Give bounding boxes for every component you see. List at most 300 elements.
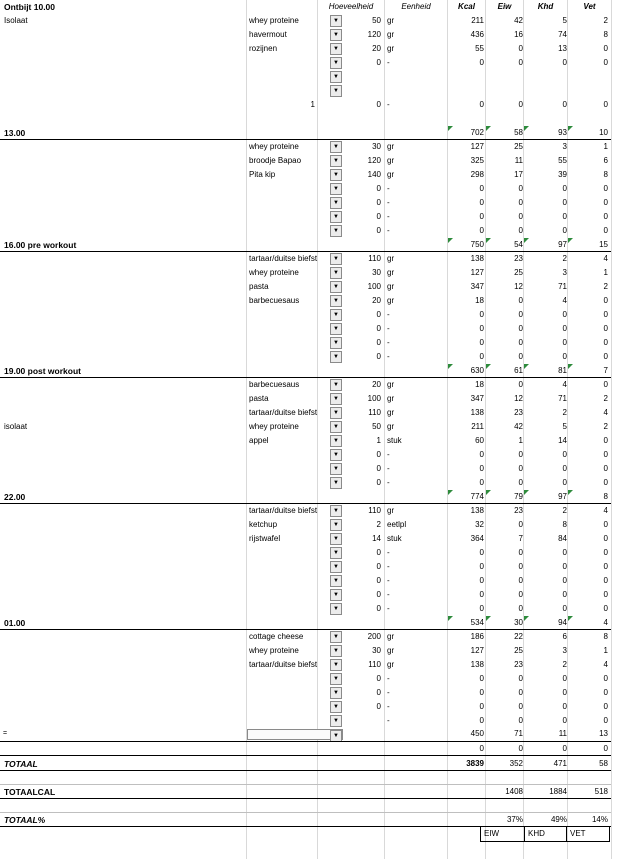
khd-value: 71 xyxy=(558,282,567,291)
dropdown-arrow-icon[interactable]: ▼ xyxy=(330,561,342,573)
eiw-value: 0 xyxy=(518,464,523,473)
dropdown-arrow-icon[interactable]: ▼ xyxy=(330,589,342,601)
food-name xyxy=(249,322,329,336)
comment-indicator-icon xyxy=(486,238,491,243)
zero-row xyxy=(0,742,613,756)
dropdown-arrow-icon[interactable]: ▼ xyxy=(330,659,342,671)
eiw-value: 0 xyxy=(518,478,523,487)
khd-value: 0 xyxy=(562,310,567,319)
dropdown-arrow-icon[interactable]: ▼ xyxy=(330,29,342,41)
vet-value: 0 xyxy=(603,604,608,613)
kcal-value: 18 xyxy=(475,296,484,305)
dropdown-arrow-icon[interactable]: ▼ xyxy=(330,730,342,742)
food-row xyxy=(0,406,613,420)
food-select[interactable] xyxy=(247,729,343,740)
dropdown-arrow-icon[interactable]: ▼ xyxy=(330,211,342,223)
eiw-value: 22 xyxy=(514,632,523,641)
totaalpct-row xyxy=(0,813,613,827)
dropdown-arrow-icon[interactable]: ▼ xyxy=(330,519,342,531)
quantity-value: 120 xyxy=(367,156,381,165)
food-row xyxy=(0,280,613,294)
comment-indicator-icon xyxy=(486,364,491,369)
kcal-value: 325 xyxy=(470,156,484,165)
khd-value: 71 xyxy=(558,394,567,403)
kcal-total: 630 xyxy=(470,366,484,375)
kcal-value: 0 xyxy=(479,478,484,487)
kcal-value: 0 xyxy=(479,212,484,221)
unit-value: - xyxy=(387,100,390,109)
totaalcal-row xyxy=(0,785,613,799)
food-row xyxy=(0,700,613,714)
food-name: cottage cheese xyxy=(249,632,304,641)
unit-value: - xyxy=(387,590,390,599)
khd-value: 2 xyxy=(562,660,567,669)
quantity-value: 30 xyxy=(372,268,381,277)
totaalpct-label: TOTAAL% xyxy=(4,815,46,825)
food-row xyxy=(0,350,613,364)
vet-value: 8 xyxy=(603,170,608,179)
unit-value: - xyxy=(387,338,390,347)
kcal-value: 347 xyxy=(470,282,484,291)
eiw-value: 0 xyxy=(518,450,523,459)
row-label: Isolaat xyxy=(4,16,28,25)
khd-value: 4 xyxy=(562,380,567,389)
dropdown-arrow-icon[interactable]: ▼ xyxy=(330,477,342,489)
food-name xyxy=(249,210,329,224)
eiw-total: 54 xyxy=(514,240,523,249)
khd-total: 97 xyxy=(558,492,567,501)
food-name xyxy=(249,336,329,350)
unit-value: gr xyxy=(387,30,395,39)
food-name xyxy=(249,224,329,238)
dropdown-arrow-icon[interactable]: ▼ xyxy=(330,141,342,153)
unit-value: stuk xyxy=(387,534,402,543)
quantity-value: 0 xyxy=(376,604,381,613)
food-name xyxy=(249,686,329,700)
eiw-value: 0 xyxy=(518,744,523,753)
eiw-value: 0 xyxy=(518,352,523,361)
kcal-value: 211 xyxy=(471,422,484,431)
quantity-value: 110 xyxy=(368,408,381,417)
kcal-value xyxy=(448,84,484,98)
food-row xyxy=(0,182,613,196)
dropdown-arrow-icon[interactable]: ▼ xyxy=(330,351,342,363)
food-row xyxy=(0,448,613,462)
eiw-value: 42 xyxy=(514,16,523,25)
eiw-value xyxy=(486,70,523,84)
kcal-value: 364 xyxy=(470,534,484,543)
khd-total: 81 xyxy=(558,366,567,375)
khd-value: 0 xyxy=(562,478,567,487)
legend-khd: KHD xyxy=(525,826,567,842)
vet-value: 0 xyxy=(603,688,608,697)
khd-value: 0 xyxy=(562,352,567,361)
totaalpct-khd: 49% xyxy=(550,815,567,824)
food-name: 1 xyxy=(310,100,315,109)
food-row xyxy=(0,378,613,392)
header-qty: Hoeveelheid xyxy=(328,2,374,11)
khd-total: 97 xyxy=(558,240,567,249)
legend-eiw: EIW xyxy=(480,826,525,842)
quantity-value: 120 xyxy=(367,30,381,39)
eiw-value: 16 xyxy=(514,30,523,39)
khd-value: 0 xyxy=(562,702,567,711)
dropdown-arrow-icon[interactable]: ▼ xyxy=(330,197,342,209)
food-name: whey proteine xyxy=(249,646,299,655)
vet-value: 13 xyxy=(599,729,608,738)
vet-value: 0 xyxy=(603,436,608,445)
vet-total: 10 xyxy=(599,128,608,137)
vet-value: 0 xyxy=(603,674,608,683)
kcal-value: 0 xyxy=(479,310,484,319)
food-name: whey proteine xyxy=(249,16,299,25)
eiw-value: 0 xyxy=(518,604,523,613)
eiw-value xyxy=(486,84,523,98)
food-row xyxy=(0,420,613,434)
food-name xyxy=(249,70,329,84)
comment-indicator-icon xyxy=(486,126,491,131)
khd-value: 0 xyxy=(562,590,567,599)
eiw-value: 71 xyxy=(514,729,523,738)
food-name: broodje Bapao xyxy=(249,156,302,165)
header-vet: Vet xyxy=(583,2,596,11)
khd-value: 55 xyxy=(558,156,567,165)
section-title-row xyxy=(0,364,613,378)
eiw-value: 12 xyxy=(514,394,523,403)
vet-value: 0 xyxy=(603,576,608,585)
unit-value: gr xyxy=(387,506,395,515)
kcal-value: 0 xyxy=(479,352,484,361)
unit-value: gr xyxy=(387,44,395,53)
khd-value: 5 xyxy=(562,16,567,25)
section-title-row xyxy=(0,126,613,140)
dropdown-arrow-icon[interactable]: ▼ xyxy=(330,169,342,181)
food-row xyxy=(0,28,613,42)
food-row xyxy=(0,42,613,56)
vet-value: 4 xyxy=(603,660,608,669)
dropdown-arrow-icon[interactable]: ▼ xyxy=(330,547,342,559)
totaal-row xyxy=(0,757,613,771)
dropdown-arrow-icon[interactable]: ▼ xyxy=(330,533,342,545)
eiw-value: 0 xyxy=(518,520,523,529)
khd-value: 0 xyxy=(562,184,567,193)
dropdown-arrow-icon[interactable]: ▼ xyxy=(330,253,342,265)
totaalcal-eiw: 1408 xyxy=(505,787,523,796)
quantity-value: 0 xyxy=(376,478,381,487)
vet-value: 4 xyxy=(603,506,608,515)
comment-indicator-icon xyxy=(448,616,453,621)
vet-value: 0 xyxy=(603,744,608,753)
food-name: tartaar/duitse biefst xyxy=(249,506,318,515)
vet-value: 0 xyxy=(603,100,608,109)
eiw-value: 23 xyxy=(514,660,523,669)
kcal-value: 0 xyxy=(479,576,484,585)
dropdown-arrow-icon[interactable]: ▼ xyxy=(330,309,342,321)
unit-value: - xyxy=(387,702,390,711)
dropdown-arrow-icon[interactable]: ▼ xyxy=(330,393,342,405)
unit-value: gr xyxy=(387,408,395,417)
unit-value: gr xyxy=(387,632,395,641)
khd-value: 0 xyxy=(562,688,567,697)
unit-value: gr xyxy=(387,646,395,655)
food-name: tartaar/duitse biefst xyxy=(249,254,318,263)
unit-value: gr xyxy=(387,380,395,389)
food-name xyxy=(249,448,329,462)
unit-value: gr xyxy=(387,268,395,277)
quantity-value xyxy=(342,70,381,84)
vet-value: 4 xyxy=(603,254,608,263)
dropdown-arrow-icon[interactable]: ▼ xyxy=(330,435,342,447)
row-separator xyxy=(0,770,611,771)
quantity-value: 0 xyxy=(376,674,381,683)
food-name xyxy=(249,84,329,98)
kcal-value xyxy=(448,70,484,84)
vet-total: 15 xyxy=(599,240,608,249)
food-name xyxy=(249,308,329,322)
small-marker: = xyxy=(3,730,8,737)
kcal-value: 138 xyxy=(470,506,484,515)
dropdown-arrow-icon[interactable]: ▼ xyxy=(330,225,342,237)
khd-value: 3 xyxy=(562,268,567,277)
quantity-value: 1 xyxy=(376,436,381,445)
eiw-total: 79 xyxy=(514,492,523,501)
dropdown-arrow-icon[interactable]: ▼ xyxy=(330,645,342,657)
dropdown-arrow-icon[interactable]: ▼ xyxy=(330,505,342,517)
khd-value: 0 xyxy=(562,450,567,459)
quantity-value: 50 xyxy=(372,16,381,25)
quantity-value: 0 xyxy=(376,58,381,67)
food-name xyxy=(249,560,329,574)
eiw-value: 0 xyxy=(518,44,523,53)
quantity-value: 0 xyxy=(376,310,381,319)
quantity-value: 20 xyxy=(372,296,381,305)
food-row xyxy=(0,84,613,98)
kcal-value: 0 xyxy=(479,744,484,753)
quantity-value: 50 xyxy=(372,422,381,431)
totaal-khd: 471 xyxy=(553,759,567,768)
unit-value xyxy=(387,84,447,98)
vet-value xyxy=(568,84,608,98)
kcal-value: 60 xyxy=(475,436,484,445)
khd-value: 0 xyxy=(562,464,567,473)
kcal-total: 702 xyxy=(470,128,484,137)
food-row xyxy=(0,336,613,350)
eiw-value: 0 xyxy=(518,716,523,725)
comment-indicator-icon xyxy=(448,364,453,369)
dropdown-arrow-icon[interactable]: ▼ xyxy=(330,379,342,391)
eiw-value: 0 xyxy=(518,310,523,319)
food-name: havermout xyxy=(249,30,287,39)
quantity-value: 0 xyxy=(376,100,381,109)
khd-value: 0 xyxy=(562,338,567,347)
kcal-value: 0 xyxy=(479,688,484,697)
khd-value: 0 xyxy=(562,324,567,333)
food-row xyxy=(0,714,613,728)
vet-value: 0 xyxy=(603,702,608,711)
food-name: barbecuesaus xyxy=(249,296,300,305)
row-separator xyxy=(0,755,611,756)
kcal-value: 138 xyxy=(470,254,484,263)
dropdown-arrow-icon[interactable]: ▼ xyxy=(330,323,342,335)
eiw-value: 1 xyxy=(518,436,523,445)
unit-value: - xyxy=(387,212,390,221)
khd-value: 8 xyxy=(562,520,567,529)
unit-value: - xyxy=(387,576,390,585)
vet-value: 1 xyxy=(603,142,608,151)
section-title-row xyxy=(0,0,613,14)
dropdown-arrow-icon[interactable]: ▼ xyxy=(330,407,342,419)
dropdown-arrow-icon[interactable]: ▼ xyxy=(330,267,342,279)
food-row xyxy=(0,98,613,112)
eiw-total: 30 xyxy=(514,618,523,627)
eiw-value: 42 xyxy=(514,422,523,431)
section-title: Ontbijt 10.00 xyxy=(4,2,56,12)
dropdown-arrow-icon[interactable]: ▼ xyxy=(330,687,342,699)
comment-indicator-icon xyxy=(568,126,573,131)
eiw-value: 0 xyxy=(518,338,523,347)
kcal-value: 0 xyxy=(479,674,484,683)
kcal-value: 0 xyxy=(479,716,484,725)
dropdown-arrow-icon[interactable]: ▼ xyxy=(330,281,342,293)
totaal-label: TOTAAL xyxy=(4,759,38,769)
dropdown-arrow-icon[interactable]: ▼ xyxy=(330,575,342,587)
khd-value: 0 xyxy=(562,604,567,613)
unit-value: gr xyxy=(387,156,395,165)
food-row xyxy=(0,518,613,532)
vet-value: 0 xyxy=(603,590,608,599)
dropdown-arrow-icon[interactable]: ▼ xyxy=(330,701,342,713)
vet-value: 8 xyxy=(603,30,608,39)
food-row xyxy=(0,504,613,518)
totaalcal-khd: 1884 xyxy=(549,787,567,796)
eiw-value: 23 xyxy=(514,254,523,263)
eiw-value: 0 xyxy=(518,100,523,109)
vet-value: 0 xyxy=(603,226,608,235)
section-title-row xyxy=(0,490,613,504)
dropdown-arrow-icon[interactable]: ▼ xyxy=(330,463,342,475)
dropdown-arrow-icon[interactable]: ▼ xyxy=(330,631,342,643)
khd-value: 14 xyxy=(558,436,567,445)
food-row xyxy=(0,588,613,602)
dropdown-arrow-icon[interactable]: ▼ xyxy=(330,183,342,195)
totaal-eiw: 352 xyxy=(509,759,523,768)
last-totals-row xyxy=(0,727,613,741)
dropdown-arrow-icon[interactable]: ▼ xyxy=(330,155,342,167)
food-row xyxy=(0,546,613,560)
unit-value: - xyxy=(387,310,390,319)
vet-value: 0 xyxy=(603,464,608,473)
dropdown-arrow-icon[interactable]: ▼ xyxy=(330,603,342,615)
khd-value: 0 xyxy=(562,576,567,585)
food-row xyxy=(0,224,613,238)
khd-total: 93 xyxy=(558,128,567,137)
dropdown-arrow-icon[interactable]: ▼ xyxy=(330,43,342,55)
eiw-value: 11 xyxy=(514,156,523,165)
unit-value: - xyxy=(387,58,390,67)
quantity-value: 110 xyxy=(368,506,381,515)
totaalcal-label: TOTAALCAL xyxy=(4,787,56,797)
food-row xyxy=(0,308,613,322)
section-title: 19.00 post workout xyxy=(4,366,81,376)
vet-value: 0 xyxy=(603,58,608,67)
dropdown-arrow-icon[interactable]: ▼ xyxy=(330,57,342,69)
kcal-value: 127 xyxy=(470,646,484,655)
section-title: 16.00 pre workout xyxy=(4,240,77,250)
khd-value: 0 xyxy=(562,562,567,571)
kcal-value: 55 xyxy=(475,44,484,53)
vet-value: 0 xyxy=(603,562,608,571)
quantity-value: 100 xyxy=(367,394,381,403)
unit-value: - xyxy=(387,604,390,613)
totaalpct-eiw: 37% xyxy=(506,815,523,824)
dropdown-arrow-icon[interactable]: ▼ xyxy=(330,673,342,685)
eiw-value: 7 xyxy=(518,534,523,543)
comment-indicator-icon xyxy=(524,616,529,621)
kcal-value: 127 xyxy=(470,268,484,277)
dropdown-arrow-icon[interactable]: ▼ xyxy=(330,15,342,27)
food-name: pasta xyxy=(249,282,269,291)
dropdown-arrow-icon[interactable]: ▼ xyxy=(330,71,342,83)
food-name xyxy=(249,714,329,728)
khd-value: 0 xyxy=(562,212,567,221)
unit-value xyxy=(387,70,447,84)
khd-value xyxy=(523,84,567,98)
kcal-value: 0 xyxy=(479,464,484,473)
vet-total: 8 xyxy=(603,492,608,501)
header-kcal: Kcal xyxy=(458,2,475,11)
khd-value: 2 xyxy=(562,408,567,417)
quantity-value: 0 xyxy=(376,450,381,459)
comment-indicator-icon xyxy=(568,616,573,621)
dropdown-arrow-icon[interactable]: ▼ xyxy=(330,449,342,461)
eiw-value: 0 xyxy=(518,324,523,333)
unit-value: gr xyxy=(387,296,395,305)
unit-value: - xyxy=(387,562,390,571)
kcal-value: 32 xyxy=(475,520,484,529)
food-row xyxy=(0,658,613,672)
kcal-value: 0 xyxy=(479,58,484,67)
dropdown-arrow-icon[interactable]: ▼ xyxy=(330,421,342,433)
food-name xyxy=(249,476,329,490)
vet-value: 4 xyxy=(603,408,608,417)
khd-value: 6 xyxy=(562,632,567,641)
quantity-value: 0 xyxy=(376,590,381,599)
kcal-value: 18 xyxy=(475,380,484,389)
eiw-value: 0 xyxy=(518,702,523,711)
quantity-value: 0 xyxy=(376,562,381,571)
quantity-value: 2 xyxy=(376,520,381,529)
dropdown-arrow-icon[interactable]: ▼ xyxy=(330,295,342,307)
totaalcal-vet: 518 xyxy=(594,787,608,796)
comment-indicator-icon xyxy=(568,490,573,495)
eiw-value: 0 xyxy=(518,380,523,389)
unit-value: - xyxy=(387,548,390,557)
dropdown-arrow-icon[interactable]: ▼ xyxy=(330,85,342,97)
unit-value: - xyxy=(387,198,390,207)
dropdown-arrow-icon[interactable]: ▼ xyxy=(330,715,342,727)
unit-value: - xyxy=(387,226,390,235)
vet-value: 0 xyxy=(603,44,608,53)
khd-value: 39 xyxy=(558,170,567,179)
eiw-value: 25 xyxy=(514,142,523,151)
food-row xyxy=(0,434,613,448)
vet-value: 0 xyxy=(603,520,608,529)
dropdown-arrow-icon[interactable]: ▼ xyxy=(330,337,342,349)
quantity-value: 0 xyxy=(376,576,381,585)
quantity-value: 0 xyxy=(376,226,381,235)
eiw-value: 0 xyxy=(518,688,523,697)
unit-value: - xyxy=(387,450,390,459)
